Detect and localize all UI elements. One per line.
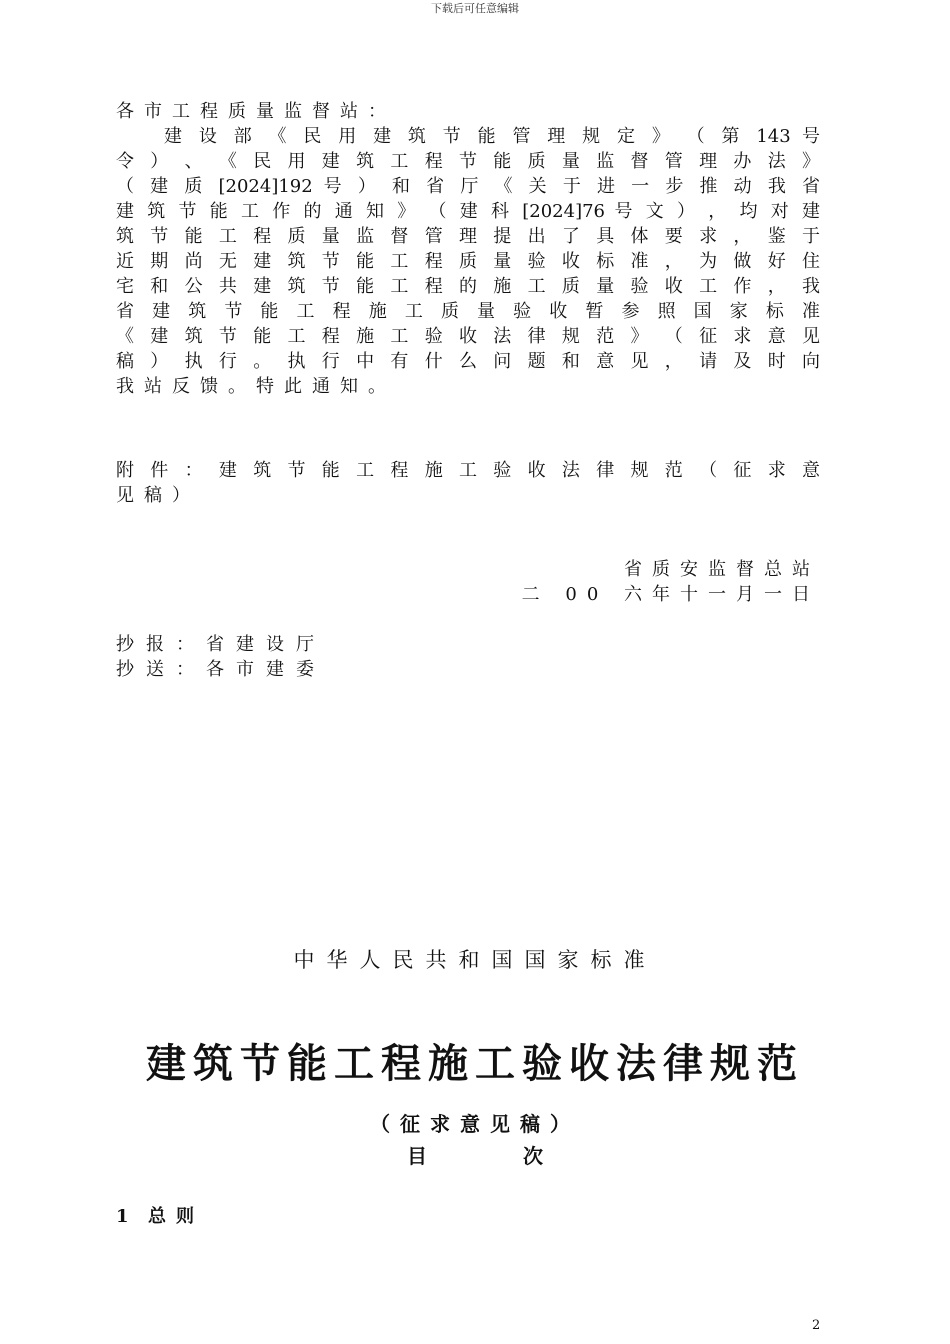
- attachment-line-continued: 见稿）: [116, 485, 200, 506]
- notice-body-line: 建 筑 节 能 工 作 的 通 知 》 （ 建 科 [2024]76 号 文 ） ， 均 对 建: [116, 201, 820, 222]
- page-header-note: 下载后可任意编辑: [431, 2, 519, 15]
- cc-report: 抄报：省建设厅: [116, 634, 326, 655]
- notice-body-line: （ 建 质 [2024]192 号 ） 和 省 厅 《 关 于 进 一 步 推 动 我 省: [116, 176, 820, 197]
- page-number: 2: [812, 1318, 821, 1333]
- notice-salutation: 各市工程质量监督站：: [116, 101, 396, 122]
- notice-body-line: 稿 ） 执 行 。 执 行 中 有 什 么 问 题 和 意 见 ， 请 及 时 向: [116, 351, 820, 372]
- toc-heading-right: 次: [523, 1144, 543, 1168]
- notice-body-line: 近 期 尚 无 建 筑 节 能 工 程 质 量 验 收 标 准 ， 为 做 好 住: [116, 251, 820, 272]
- toc-entry: [116, 1202, 204, 1228]
- issue-date: 二 00 六年十一月一日: [521, 584, 820, 605]
- standard-category: 中华人民共和国国家标准: [293, 948, 657, 972]
- standard-subtitle: （征求意见稿）: [370, 1112, 580, 1136]
- notice-body-line: 省 建 筑 节 能 工 程 施 工 质 量 验 收 暂 参 照 国 家 标 准: [116, 301, 820, 322]
- attachment-line: 附 件 ： 建 筑 节 能 工 程 施 工 验 收 法 律 规 范 （ 征 求 意: [116, 460, 820, 481]
- notice-body-line: 筑 节 能 工 程 质 量 监 督 管 理 提 出 了 具 体 要 求 ， 鉴 于: [116, 226, 820, 247]
- toc-heading: [0, 1140, 950, 1169]
- notice-body-line: 建 设 部 《 民 用 建 筑 节 能 管 理 规 定 》 （ 第 143 号: [164, 126, 820, 147]
- toc-entry-text: 总则: [148, 1206, 204, 1227]
- notice-body-last-line: 我站反馈。特此通知。: [116, 376, 396, 397]
- standard-title: 建筑节能工程施工验收法律规范: [146, 1040, 804, 1087]
- toc-entry-number: 1: [116, 1206, 129, 1227]
- notice-body-line: 《 建 筑 节 能 工 程 施 工 验 收 法 律 规 范 》 （ 征 求 意 见: [116, 326, 820, 347]
- notice-body-line: 宅 和 公 共 建 筑 节 能 工 程 的 施 工 质 量 验 收 工 作 ， 我: [116, 276, 820, 297]
- toc-heading-left: 目: [407, 1144, 427, 1168]
- notice-body-line: 令 ） 、 《 民 用 建 筑 工 程 节 能 质 量 监 督 管 理 办 法 》: [116, 151, 820, 172]
- cc-send: 抄送：各市建委: [116, 659, 326, 680]
- issuer-name: 省质安监督总站: [624, 559, 820, 580]
